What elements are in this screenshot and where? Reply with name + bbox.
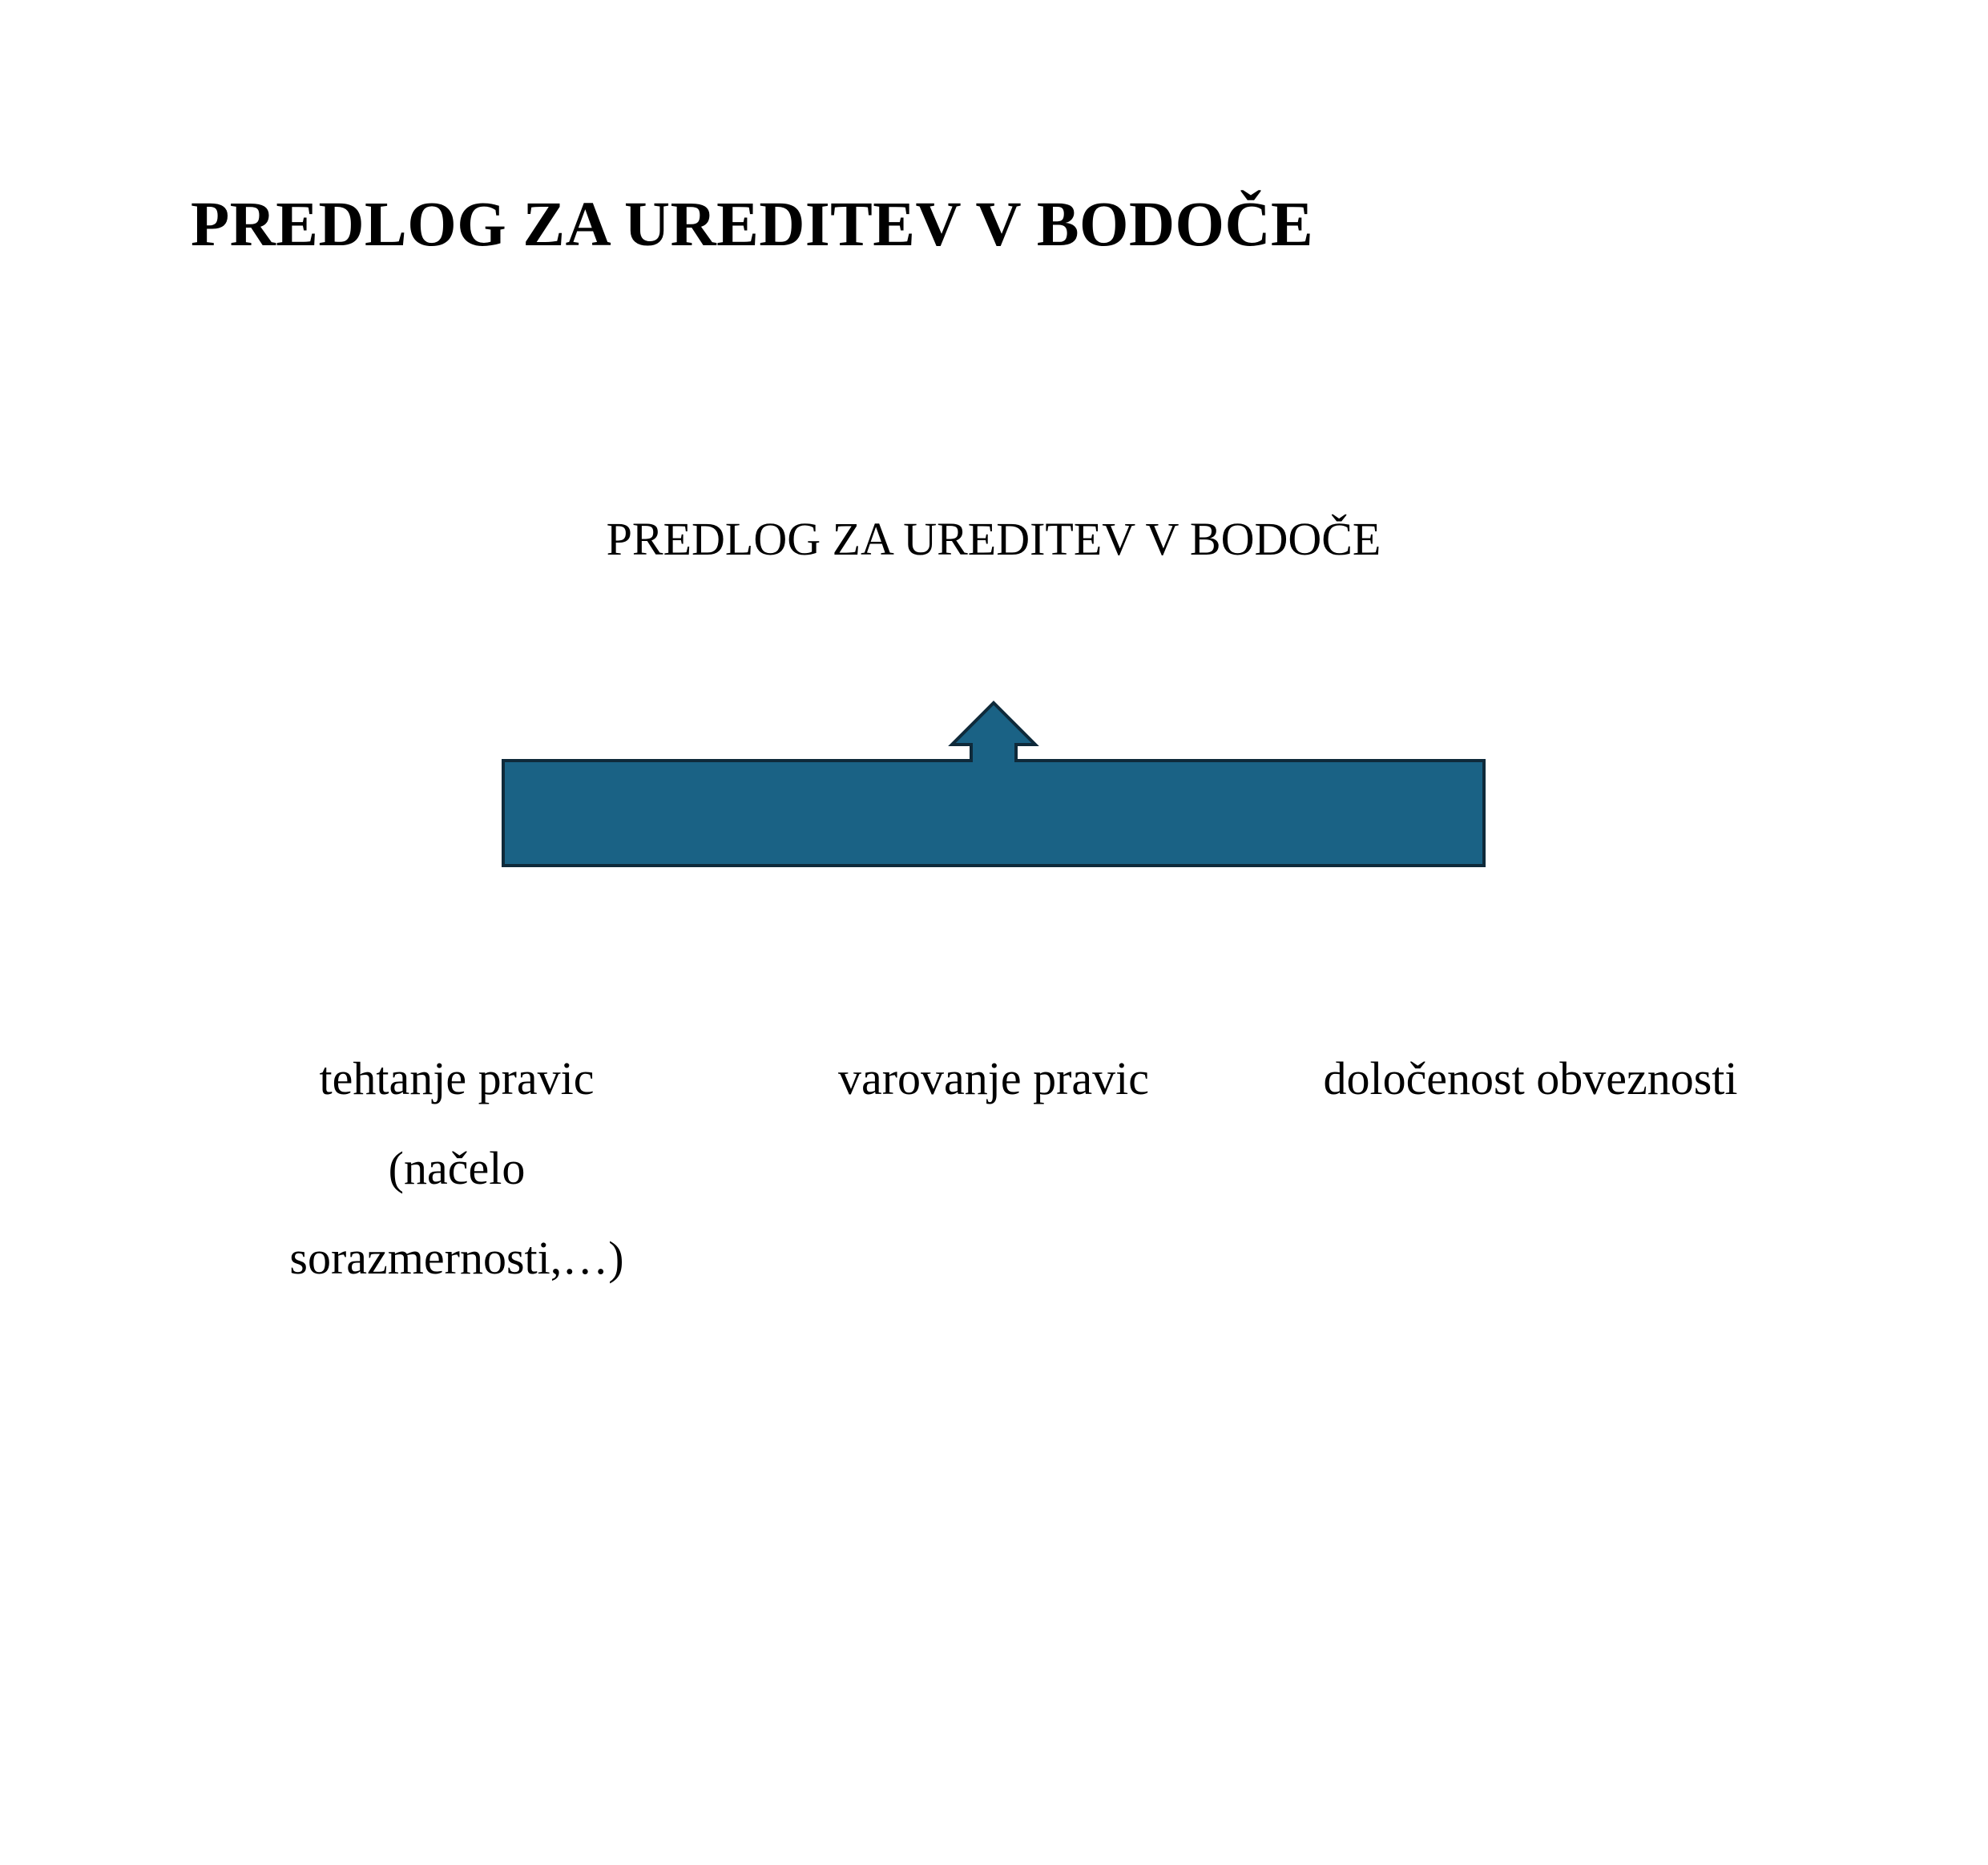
item-line: (načelo xyxy=(388,1142,526,1194)
up-arrow-callout xyxy=(503,703,1484,866)
diagram-item-obligations xyxy=(1266,1034,1795,1124)
item-line: varovanje pravic xyxy=(837,1052,1150,1104)
diagram-item-weighing-rights xyxy=(208,1034,705,1303)
diagram-title: PREDLOG ZA UREDITEV V BODOČE xyxy=(606,513,1381,565)
page-heading: PREDLOG ZA UREDITEV V BODOČE xyxy=(191,190,1314,260)
up-arrow-callout-shape xyxy=(497,697,1490,874)
diagram-item-protection-rights xyxy=(753,1034,1234,1124)
item-line: določenost obveznosti xyxy=(1323,1052,1738,1104)
item-line: sorazmernosti,…) xyxy=(289,1232,624,1284)
item-line: tehtanje pravic xyxy=(319,1052,595,1104)
